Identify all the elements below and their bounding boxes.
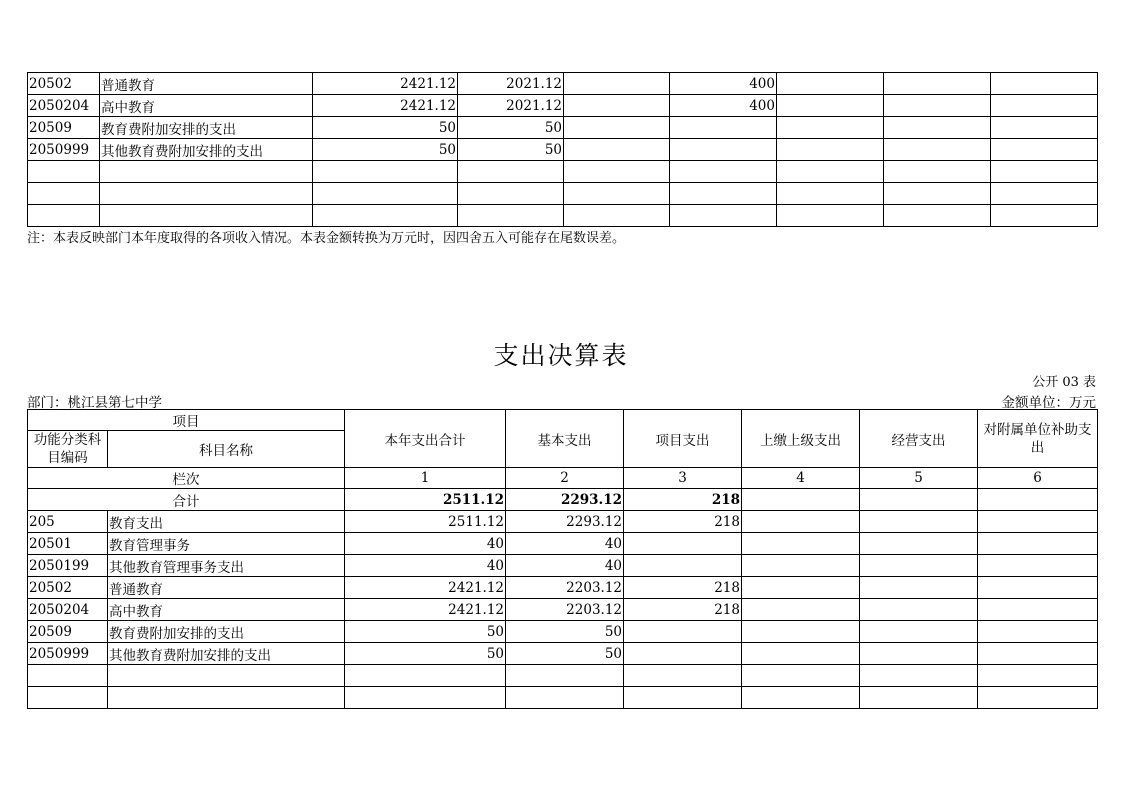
amount-cell	[742, 665, 860, 687]
code-cell: 2050204	[28, 599, 108, 621]
amount-cell: 50	[506, 621, 624, 643]
amount-cell	[978, 577, 1098, 599]
amount-cell	[742, 577, 860, 599]
table-row	[28, 665, 1098, 687]
header-col-remit: 上缴上级支出	[742, 410, 860, 468]
amount-cell	[458, 161, 564, 183]
amount-cell: 50	[345, 643, 506, 665]
amount-cell: 2021.12	[458, 95, 564, 117]
code-cell: 20509	[28, 117, 100, 139]
amount-cell: 40	[345, 533, 506, 555]
amount-cell	[860, 621, 978, 643]
code-cell	[28, 687, 108, 709]
column-index: 2	[506, 468, 624, 489]
amount-cell	[742, 511, 860, 533]
amount-cell	[777, 183, 884, 205]
table-row	[28, 205, 1098, 227]
amount-cell	[742, 599, 860, 621]
name-cell: 高中教育	[108, 599, 345, 621]
amount-cell	[624, 533, 742, 555]
amount-cell	[564, 117, 670, 139]
amount-cell: 40	[506, 533, 624, 555]
amount-cell: 400	[670, 95, 777, 117]
form-number: 公开 03 表	[1032, 375, 1096, 390]
name-cell	[100, 161, 313, 183]
amount-cell	[777, 205, 884, 227]
amount-cell	[624, 665, 742, 687]
header-item: 项目	[28, 410, 345, 431]
amount-cell	[991, 139, 1098, 161]
amount-cell	[624, 555, 742, 577]
amount-cell	[884, 161, 991, 183]
name-cell: 高中教育	[100, 95, 313, 117]
amount-cell	[458, 205, 564, 227]
table-row	[28, 95, 1098, 117]
column-index: 1	[345, 468, 506, 489]
amount-cell	[564, 161, 670, 183]
table-row	[28, 599, 1098, 621]
amount-cell	[506, 687, 624, 709]
amount-cell: 2421.12	[313, 95, 458, 117]
amount-cell	[991, 117, 1098, 139]
amount-cell: 218	[624, 577, 742, 599]
amount-cell	[884, 95, 991, 117]
amount-cell	[884, 117, 991, 139]
code-cell: 205	[28, 511, 108, 533]
amount-cell	[670, 183, 777, 205]
amount-cell: 2293.12	[506, 511, 624, 533]
amount-cell	[345, 665, 506, 687]
amount-cell	[742, 555, 860, 577]
expense-table	[27, 409, 1098, 709]
header-col-business: 经营支出	[860, 410, 978, 468]
table-row	[28, 117, 1098, 139]
code-cell: 20502	[28, 73, 100, 95]
amount-cell: 218	[624, 511, 742, 533]
unit-label: 金额单位：万元	[1001, 395, 1096, 411]
code-cell	[28, 665, 108, 687]
amount-cell	[991, 183, 1098, 205]
name-cell: 教育支出	[108, 511, 345, 533]
amount-cell	[742, 533, 860, 555]
name-cell: 其他教育费附加安排的支出	[100, 139, 313, 161]
amount-cell	[978, 643, 1098, 665]
amount-cell	[670, 161, 777, 183]
amount-cell: 50	[458, 117, 564, 139]
header-col-total: 本年支出合计	[345, 410, 506, 468]
header-col-project: 项目支出	[624, 410, 742, 468]
amount-cell: 2421.12	[313, 73, 458, 95]
header-code: 功能分类科目编码	[28, 431, 108, 468]
table-note: 注：本表反映部门本年度取得的各项收入情况。本表金额转换为万元时，因四舍五入可能存在尾数误差。	[27, 231, 626, 246]
amount-cell	[860, 511, 978, 533]
table-row	[28, 533, 1098, 555]
amount-cell: 2203.12	[506, 599, 624, 621]
amount-cell	[884, 183, 991, 205]
code-cell: 2050204	[28, 95, 100, 117]
amount-cell	[313, 205, 458, 227]
amount-cell	[884, 205, 991, 227]
amount-cell	[978, 665, 1098, 687]
code-cell: 2050199	[28, 555, 108, 577]
amount-cell: 40	[345, 555, 506, 577]
header-col-subsidy: 对附属单位补助支出	[978, 410, 1098, 468]
amount-cell	[860, 599, 978, 621]
column-index: 5	[860, 468, 978, 489]
amount-cell	[978, 555, 1098, 577]
page-title: 支出决算表	[493, 341, 629, 370]
table-row	[28, 511, 1098, 533]
code-cell: 2050999	[28, 139, 100, 161]
amount-cell	[624, 643, 742, 665]
amount-cell	[860, 555, 978, 577]
column-index: 4	[742, 468, 860, 489]
code-cell	[28, 183, 100, 205]
total-cell: 2293.12	[506, 489, 624, 511]
amount-cell	[564, 73, 670, 95]
amount-cell	[742, 621, 860, 643]
code-cell: 20509	[28, 621, 108, 643]
amount-cell: 400	[670, 73, 777, 95]
column-index: 3	[624, 468, 742, 489]
amount-cell	[860, 533, 978, 555]
amount-cell	[777, 161, 884, 183]
total-label: 合计	[28, 489, 345, 511]
name-cell	[108, 687, 345, 709]
amount-cell	[978, 533, 1098, 555]
amount-cell: 2511.12	[345, 511, 506, 533]
table-row	[28, 183, 1098, 205]
amount-cell: 218	[624, 599, 742, 621]
name-cell	[100, 205, 313, 227]
amount-cell	[670, 139, 777, 161]
name-cell: 教育费附加安排的支出	[100, 117, 313, 139]
code-cell	[28, 205, 100, 227]
total-cell	[742, 489, 860, 511]
amount-cell	[564, 183, 670, 205]
amount-cell	[777, 95, 884, 117]
amount-cell	[564, 139, 670, 161]
column-index: 6	[978, 468, 1098, 489]
code-cell: 20502	[28, 577, 108, 599]
amount-cell	[978, 511, 1098, 533]
name-cell: 普通教育	[100, 73, 313, 95]
amount-cell	[670, 117, 777, 139]
code-cell: 2050999	[28, 643, 108, 665]
total-cell: 2511.12	[345, 489, 506, 511]
amount-cell	[345, 687, 506, 709]
table-row	[28, 555, 1098, 577]
amount-cell	[978, 621, 1098, 643]
total-row	[28, 489, 1098, 511]
column-index-label: 栏次	[28, 468, 345, 489]
table-row	[28, 139, 1098, 161]
amount-cell	[860, 577, 978, 599]
name-cell	[100, 183, 313, 205]
amount-cell: 2203.12	[506, 577, 624, 599]
amount-cell	[777, 73, 884, 95]
amount-cell	[860, 665, 978, 687]
amount-cell	[313, 161, 458, 183]
amount-cell: 50	[313, 117, 458, 139]
amount-cell	[777, 117, 884, 139]
table-row	[28, 577, 1098, 599]
amount-cell	[777, 139, 884, 161]
amount-cell	[978, 599, 1098, 621]
total-cell: 218	[624, 489, 742, 511]
amount-cell	[506, 665, 624, 687]
department-label: 部门：桃江县第七中学	[27, 395, 162, 411]
amount-cell	[624, 687, 742, 709]
amount-cell: 2421.12	[345, 599, 506, 621]
amount-cell	[978, 687, 1098, 709]
amount-cell: 50	[506, 643, 624, 665]
header-name: 科目名称	[108, 431, 345, 468]
name-cell: 其他教育费附加安排的支出	[108, 643, 345, 665]
amount-cell: 50	[313, 139, 458, 161]
amount-cell	[884, 73, 991, 95]
table-row	[28, 161, 1098, 183]
amount-cell	[564, 205, 670, 227]
table-row	[28, 621, 1098, 643]
name-cell: 普通教育	[108, 577, 345, 599]
name-cell	[108, 665, 345, 687]
total-cell	[978, 489, 1098, 511]
amount-cell	[860, 643, 978, 665]
code-cell: 20501	[28, 533, 108, 555]
amount-cell: 40	[506, 555, 624, 577]
amount-cell	[742, 687, 860, 709]
table-row	[28, 643, 1098, 665]
header-col-basic: 基本支出	[506, 410, 624, 468]
amount-cell: 2021.12	[458, 73, 564, 95]
amount-cell	[991, 73, 1098, 95]
amount-cell: 2421.12	[345, 577, 506, 599]
amount-cell	[458, 183, 564, 205]
amount-cell	[884, 139, 991, 161]
name-cell: 教育管理事务	[108, 533, 345, 555]
name-cell: 教育费附加安排的支出	[108, 621, 345, 643]
amount-cell	[860, 687, 978, 709]
income-table-continuation	[27, 72, 1098, 227]
amount-cell: 50	[345, 621, 506, 643]
amount-cell	[742, 643, 860, 665]
total-cell	[860, 489, 978, 511]
amount-cell	[991, 161, 1098, 183]
amount-cell: 50	[458, 139, 564, 161]
amount-cell	[564, 95, 670, 117]
amount-cell	[670, 205, 777, 227]
amount-cell	[991, 95, 1098, 117]
name-cell: 其他教育管理事务支出	[108, 555, 345, 577]
amount-cell	[624, 621, 742, 643]
code-cell	[28, 161, 100, 183]
table-row	[28, 687, 1098, 709]
amount-cell	[991, 205, 1098, 227]
amount-cell	[313, 183, 458, 205]
table-row	[28, 73, 1098, 95]
